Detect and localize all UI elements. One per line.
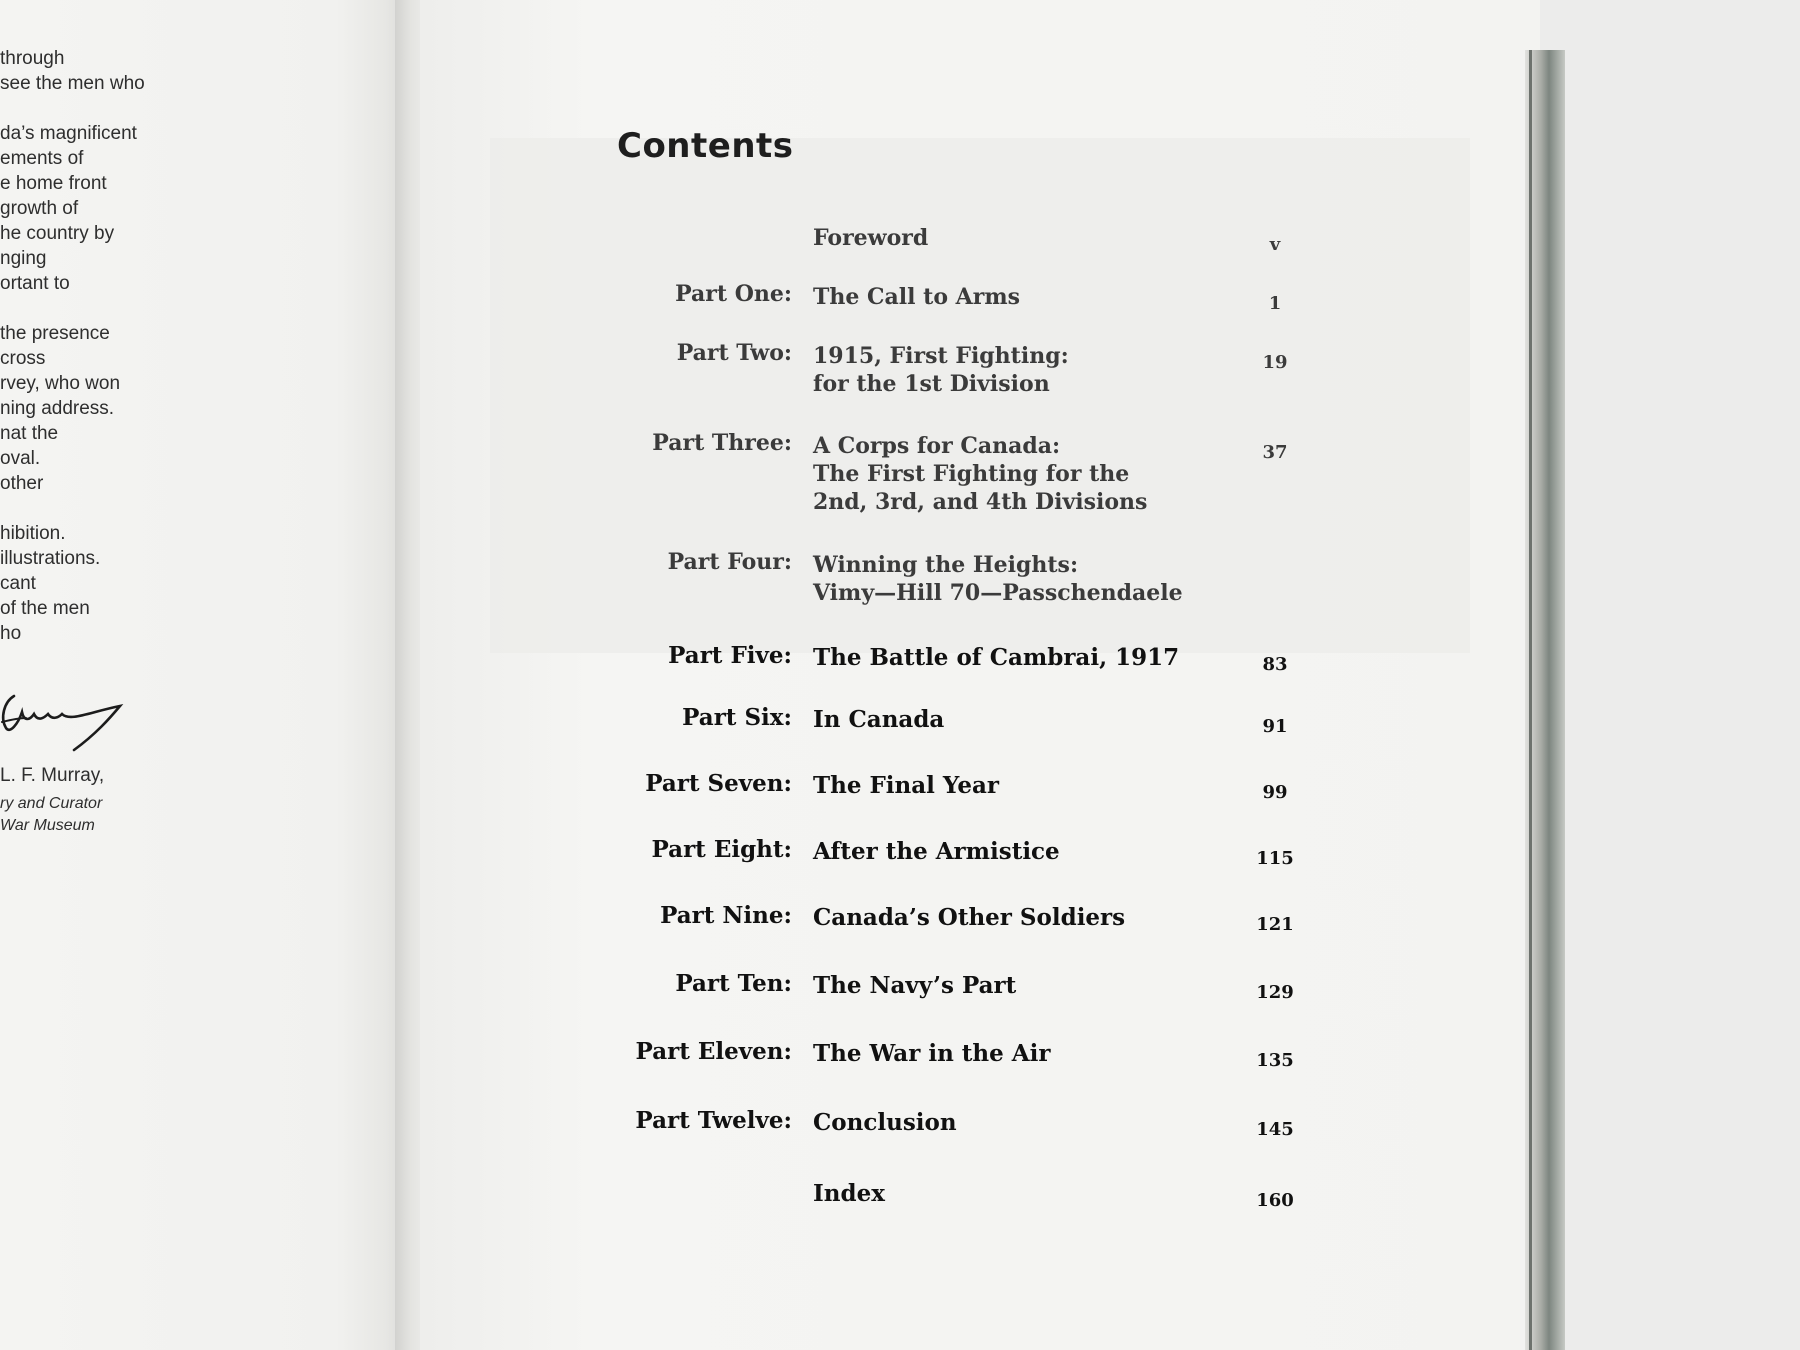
text-line: oval.	[0, 448, 41, 469]
toc-part-label: Part Three:	[652, 430, 792, 456]
toc-title-line: After the Armistice	[813, 838, 1060, 865]
toc-page-number: 129	[1256, 982, 1294, 1003]
toc-page-number: 1	[1268, 293, 1282, 314]
toc-title-line: The War in the Air	[813, 1040, 1051, 1067]
text-line: of the men	[0, 598, 90, 619]
toc-part-label: Part Four:	[667, 549, 792, 575]
toc-title-line: The First Fighting for the	[813, 461, 1130, 487]
toc-page-number: 145	[1256, 1119, 1294, 1140]
toc-page-number: 135	[1256, 1050, 1294, 1071]
toc-title-line: In Canada	[813, 706, 945, 733]
toc-title-line: for the 1st Division	[813, 371, 1050, 397]
signature-title-line-1: ry and Curator	[0, 795, 103, 812]
signature-title-line-2: War Museum	[0, 817, 95, 834]
text-line: cant	[0, 573, 36, 594]
text-line: he country by	[0, 223, 115, 244]
signature-name: L. F. Murray,	[0, 765, 105, 786]
text-line: da’s magnificent	[0, 123, 137, 144]
toc-chapter-title	[813, 551, 1333, 607]
text-line: hibition.	[0, 523, 66, 544]
contents-heading: Contents	[617, 126, 794, 166]
text-line: nat the	[0, 423, 59, 444]
toc-part-label: Part Twelve:	[635, 1107, 792, 1134]
paragraph-gap	[0, 96, 170, 121]
toc-page-number: 19	[1262, 352, 1288, 373]
toc-page-number: 37	[1262, 442, 1288, 463]
text-line: e home front	[0, 173, 107, 194]
text-line: ements of	[0, 148, 84, 169]
toc-part-label: Part Seven:	[645, 770, 792, 797]
toc-page-number: 83	[1262, 654, 1288, 675]
cover-edge-line	[1529, 50, 1532, 1350]
toc-title-line: 1915, First Fighting:	[813, 343, 1069, 369]
toc-part-label: Part Two:	[676, 340, 792, 366]
text-line: rvey, who won	[0, 373, 121, 394]
text-line: the presence	[0, 323, 110, 344]
toc-page-number: 115	[1256, 848, 1294, 869]
toc-title-line: Canada’s Other Soldiers	[813, 904, 1126, 931]
left-page	[0, 0, 410, 1350]
toc-part-label: Part Ten:	[675, 970, 792, 997]
toc-page-number: 91	[1262, 716, 1288, 737]
toc-page-number: 99	[1262, 782, 1288, 803]
text-line: growth of	[0, 198, 79, 219]
toc-title-line: The Navy’s Part	[813, 972, 1017, 999]
toc-part-label: Part One:	[675, 281, 792, 307]
toc-page-number: 121	[1256, 914, 1294, 935]
toc-page-number: v	[1269, 234, 1281, 255]
toc-title-line: The Final Year	[813, 772, 999, 799]
paragraph-gap	[0, 296, 170, 321]
toc-part-label: Part Eight:	[651, 836, 792, 863]
text-line: ning address.	[0, 398, 115, 419]
toc-part-label: Part Six:	[682, 704, 792, 731]
toc-title-line: Conclusion	[813, 1109, 957, 1136]
toc-title-line: Index	[813, 1180, 885, 1207]
text-line: see the men who	[0, 73, 145, 94]
toc-part-label: Part Five:	[668, 642, 792, 669]
toc-title-line: Vimy—Hill 70—Passchendaele	[813, 580, 1183, 606]
toc-title-line: Winning the Heights:	[813, 552, 1079, 578]
toc-title-line: The Battle of Cambrai, 1917	[813, 644, 1180, 671]
toc-page-number: 160	[1256, 1190, 1294, 1211]
toc-title-line: Foreword	[813, 225, 929, 251]
toc-title-line: The Call to Arms	[813, 284, 1020, 310]
text-line: cross	[0, 348, 46, 369]
text-line: nging	[0, 248, 47, 269]
toc-title-line: A Corps for Canada:	[813, 433, 1061, 459]
text-line: other	[0, 473, 44, 494]
text-line: ortant to	[0, 273, 70, 294]
toc-part-label: Part Nine:	[660, 902, 792, 929]
toc-title-line: 2nd, 3rd, and 4th Divisions	[813, 489, 1148, 515]
text-line: through	[0, 48, 65, 69]
signature	[0, 688, 140, 758]
toc-part-label: Part Eleven:	[635, 1038, 792, 1065]
text-line: ho	[0, 623, 22, 644]
foreword-text-column	[0, 46, 170, 646]
text-line: illustrations.	[0, 548, 101, 569]
paragraph-gap	[0, 496, 170, 521]
